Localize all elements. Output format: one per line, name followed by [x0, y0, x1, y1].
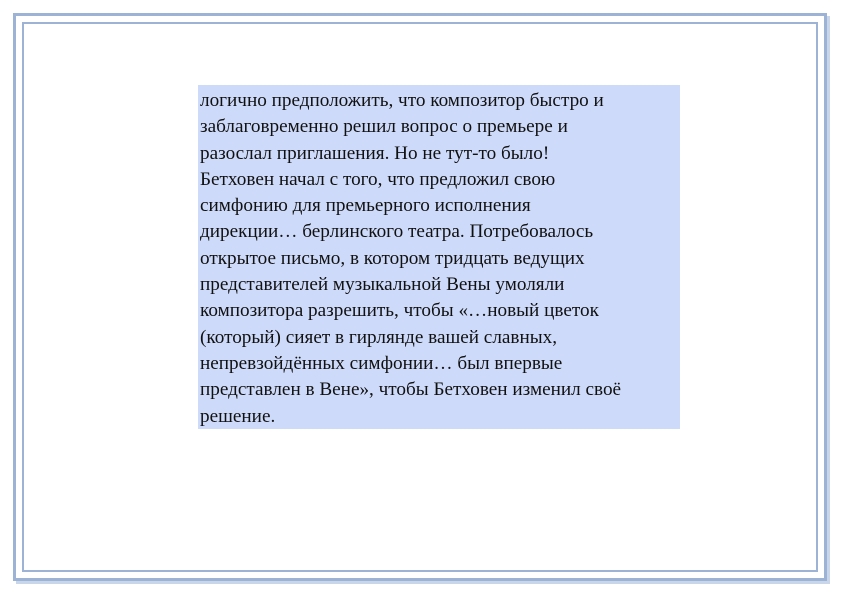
passage-line: заблаговременно решил вопрос о премьере и [200, 116, 568, 138]
passage-line: логично предположить, что композитор быстро и [200, 90, 604, 111]
passage-line: (который) сияет в гирлянде вашей славных, [200, 326, 558, 348]
passage-line: непревзойдённых симфонии… был впервые [200, 352, 563, 374]
passage-line: открытое письмо, в котором тридцать ведущих [200, 247, 585, 269]
passage-line: Бетховен начал с того, что предложил свою [200, 168, 556, 190]
passage-line: решение. [200, 405, 276, 427]
passage-text-box [198, 85, 680, 429]
passage-line: симфонию для премьерного исполнения [200, 195, 531, 217]
passage-line: разослал приглашения. Но не тут-то было! [200, 142, 550, 164]
passage-line: композитора разрешить, чтобы «…новый цветок [200, 300, 599, 322]
passage-line: дирекции… берлинского театра. Потребовалось [200, 221, 594, 243]
passage-line: представителей музыкальной Вены умоляли [200, 274, 565, 296]
passage-line: представлен в Вене», чтобы Бетховен изменил своё [200, 379, 622, 401]
frame-shadow-right [827, 16, 830, 584]
frame-shadow-bottom [16, 581, 830, 584]
